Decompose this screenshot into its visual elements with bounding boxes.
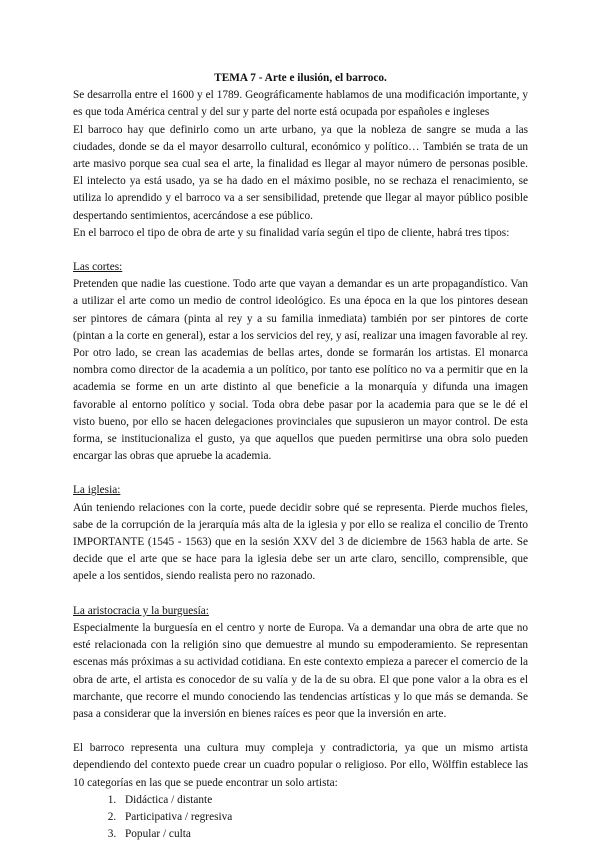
list-item: 2. Participativa / regresiva	[119, 809, 528, 826]
section-body-iglesia: Aún teniendo relaciones con la corte, puede decidir sobre qué se representa. Pierde muchos fieles, sabe de la corrupción de la jerarquía más alta de la iglesia y por ello se realiza el concilio de Trento IMPORTANTE (1545 - 1563) que en la sesión XXV del 3 de diciembre de 1563 habla de arte. Se decide que el arte que se hace para la iglesia debe ser un arte claro, sencillo, comprensible, que apele a los sentidos, siendo realista pero no razonado.	[73, 501, 528, 583]
list-item: 3. Popular / culta	[119, 826, 528, 843]
spacer	[73, 465, 528, 482]
document-page	[73, 70, 528, 843]
spacer	[73, 723, 528, 740]
document-title: TEMA 7 - Arte e ilusión, el barroco.	[214, 72, 387, 84]
list-item: 1. Didáctica / distante	[119, 792, 528, 809]
intro-paragraph-3: En el barroco el tipo de obra de arte y su finalidad varía según el tipo de cliente, habrá tres tipos:	[73, 226, 510, 239]
section-body-aristocracia: Especialmente la burguesía en el centro y norte de Europa. Va a demandar una obra de arte que no esté relacionada con la religión sino que demuestre al mundo su empoderamiento. Se representan escenas más próximas a su actividad cotidiana. En este contexto empieza a parecer el comercio de la obra de arte, el artista es conocedor de su valía y de la de su obra. El que pone valor a la obra es el marchante, que recorre el mundo conociendo las tendencias artísticas y lo que más se demanda. Se pasa a considerar que la inversión en bienes raíces es peor que la inversión en arte.	[73, 621, 528, 720]
section-aristocracia	[73, 603, 528, 723]
section-cortes	[73, 259, 528, 465]
spacer	[73, 586, 528, 603]
closing-paragraph: El barroco representa una cultura muy compleja y contradictoria, ya que un mismo artista dependiendo del contexto puede crear un cuadro popular o religioso. Por ello, Wölffin establece las 10 categorías en las que se puede encontrar un solo artista:	[73, 742, 528, 789]
section-body-cortes: Pretenden que nadie las cuestione. Todo arte que vayan a demandar es un arte propagandístico. Van a utilizar el arte como un medio de control ideológico. Es una época en la que los pintores desean ser pintores de cámara (pinta al rey y a su familia inmediata) también por ser pintores de corte (pintan a la corte en general), estar a los servicios del rey, y así, realizar una imagen favorable al rey. Por otro lado, se crean las academias de bellas artes, donde se formarán los artistas. El monarca nombra como director de la academia a un político, por tanto ese político no va a permitir que en la academia se forme en un arte distinto al que beneficie a la monarquía y difunda una imagen favorable al entorno político y social. Toda obra debe pasar por la academia para que se le dé el visto bueno, por ello se hacen delegaciones provinciales que supusieron un mayor control. De esta forma, se institucionaliza el gusto, ya que aquellos que pueden permitirse una obra solo pueden encargar las obras que apruebe la academia.	[73, 278, 528, 463]
categories-list	[73, 792, 528, 844]
intro-paragraph-1: Se desarrolla entre el 1600 y el 1789. Geográficamente hablamos de una modificación importante, y es que toda América central y del sur y parte del norte está ocupada por españoles e ingleses	[73, 89, 528, 119]
section-heading-cortes: Las cortes:	[73, 261, 123, 274]
section-heading-aristocracia: La aristocracia y la burguesía:	[73, 604, 209, 617]
section-iglesia	[73, 482, 528, 585]
section-heading-iglesia: La iglesia:	[73, 484, 121, 497]
intro-paragraph-2: El barroco hay que definirlo como un arte urbano, ya que la nobleza de sangre se muda a las ciudades, donde se da el mayor desarrollo cultural, económico y político… También se trata de un arte masivo porque sea cual sea el arte, la finalidad es llegar al mayor número de personas posible. El intelecto ya está usado, ya se ha dado en el máximo posible, no se rechaza el renacimiento, se utiliza lo aprendido y el barroco va a ser sensibilidad, pretende que llegar al mayor público posible despertando sentimientos, acercándose a ese público.	[73, 123, 528, 222]
spacer	[73, 242, 528, 259]
